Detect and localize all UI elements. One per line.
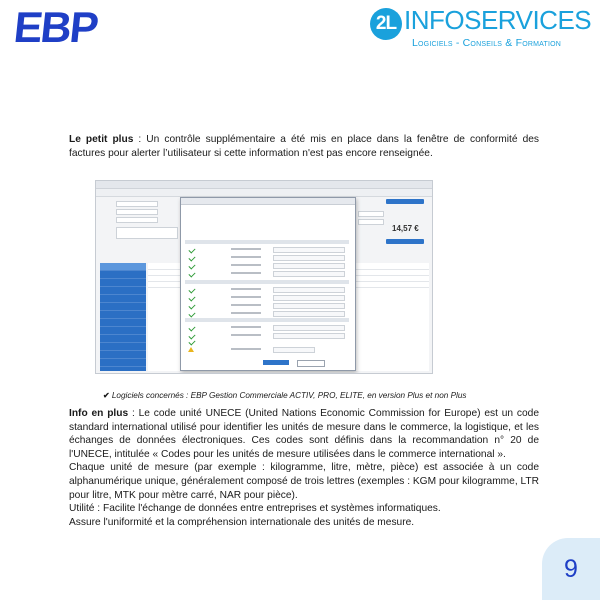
dialog-section bbox=[185, 318, 349, 322]
paragraph-line: Assure l'uniformité et la compréhension internationale des unités de mesure. bbox=[69, 516, 415, 528]
screenshot-field bbox=[358, 219, 384, 225]
brand-tagline: Logiciels - Conseils & Formation bbox=[412, 37, 562, 49]
dialog-label bbox=[231, 326, 261, 328]
menu-row bbox=[100, 295, 146, 303]
check-icon bbox=[188, 310, 195, 317]
screenshot-field bbox=[116, 209, 158, 215]
checkmark-icon: ✔ bbox=[103, 391, 110, 400]
dialog-input bbox=[273, 295, 345, 301]
screenshot-toolbar bbox=[96, 189, 432, 197]
menu-row bbox=[100, 343, 146, 351]
dialog-label bbox=[231, 256, 261, 258]
dialog-input bbox=[273, 325, 345, 331]
page-number: 9 bbox=[542, 538, 600, 600]
menu-row bbox=[100, 319, 146, 327]
screenshot-left-menu bbox=[100, 263, 146, 371]
paragraph-info-plus bbox=[69, 407, 539, 529]
dialog-section bbox=[185, 280, 349, 284]
check-icon bbox=[188, 338, 195, 345]
2l-infoservices-logo bbox=[370, 6, 590, 56]
paragraph-lead: Le petit plus bbox=[69, 134, 134, 145]
software-screenshot bbox=[95, 180, 433, 374]
software-caption bbox=[103, 390, 467, 400]
screenshot-field bbox=[116, 201, 158, 207]
screenshot-field bbox=[116, 217, 158, 223]
screenshot-menubar bbox=[96, 181, 432, 189]
dialog-label bbox=[231, 248, 261, 250]
menu-row bbox=[100, 359, 146, 367]
paragraph-line: Chaque unité de mesure (par exemple : kilogramme, litre, mètre, pièce) est associée à un code alphanumérique unique, généralement composé de trois lettres (exemples : KGM pour kilogramme, LTR pour litre, MTK pour mètre carré, NAR pour pièce). bbox=[69, 462, 539, 501]
paragraph-body: : Le code unité UNECE (United Nations Economic Commission for Europe) est un code standard international utilisé pour identifier les unités de mesure dans le commerce, la logistique, et les échanges de données électroniques. Ces codes sont définis dans la recommandation n° 20 de l'UNECE, intitulée « Codes pour les unités de mesure utilisées dans le commerce international ». bbox=[69, 408, 539, 460]
menu-row bbox=[100, 279, 146, 287]
menu-row bbox=[100, 327, 146, 335]
check-icon bbox=[188, 246, 195, 253]
warning-icon bbox=[188, 347, 194, 352]
dialog-label bbox=[231, 272, 261, 274]
menu-row bbox=[100, 263, 146, 271]
dialog-label bbox=[231, 264, 261, 266]
check-icon bbox=[188, 262, 195, 269]
check-icon bbox=[188, 294, 195, 301]
check-icon bbox=[188, 302, 195, 309]
dialog-input bbox=[273, 263, 345, 269]
dialog-label bbox=[231, 312, 261, 314]
menu-row bbox=[100, 351, 146, 359]
dialog-input bbox=[273, 255, 345, 261]
paragraph-line bbox=[69, 407, 539, 461]
paragraph-line: Utilité : Facilite l'échange de données entre entreprises et systèmes informatiques. bbox=[69, 503, 441, 515]
brand-name: INFOSERVICES bbox=[404, 5, 592, 35]
menu-row bbox=[100, 271, 146, 279]
dialog-input bbox=[273, 287, 345, 293]
menu-row bbox=[100, 335, 146, 343]
menu-row bbox=[100, 311, 146, 319]
dialog-input bbox=[273, 271, 345, 277]
dialog-header bbox=[181, 198, 355, 205]
dialog-input bbox=[273, 347, 315, 353]
dialog-section bbox=[185, 240, 349, 244]
2l-badge: 2L bbox=[370, 8, 402, 40]
dialog-input bbox=[273, 247, 345, 253]
ebp-logo: EBP bbox=[11, 4, 99, 52]
dialog-label bbox=[231, 288, 261, 290]
dialog-label bbox=[231, 334, 261, 336]
screenshot-total-amount: 14,57 € bbox=[392, 224, 419, 233]
dialog-input bbox=[273, 333, 345, 339]
caption-text: Logiciels concernés : EBP Gestion Commerciale ACTIV, PRO, ELITE, en version Plus et non Plus bbox=[111, 391, 467, 400]
check-icon bbox=[188, 286, 195, 293]
screenshot-blue-button bbox=[386, 199, 424, 204]
screenshot-field bbox=[116, 227, 178, 239]
dialog-label bbox=[231, 296, 261, 298]
dialog-label bbox=[231, 304, 261, 306]
dialog-cancel-button bbox=[297, 360, 325, 367]
check-icon bbox=[188, 324, 195, 331]
dialog-label bbox=[231, 348, 261, 350]
dialog-validate-button bbox=[263, 360, 289, 365]
dialog-input bbox=[273, 311, 345, 317]
screenshot-compliance-dialog bbox=[180, 197, 356, 371]
screenshot-field bbox=[358, 211, 384, 217]
paragraph-lead: Info en plus bbox=[69, 408, 129, 419]
check-icon bbox=[188, 254, 195, 261]
dialog-input bbox=[273, 303, 345, 309]
menu-row bbox=[100, 303, 146, 311]
paragraph-body: : Un contrôle supplémentaire a été mis en place dans la fenêtre de conformité des factures pour alerter l’utilisateur si cette information n'est pas encore renseignée. bbox=[69, 134, 540, 159]
screenshot-blue-button bbox=[386, 239, 424, 244]
check-icon bbox=[188, 270, 195, 277]
paragraph-petit-plus bbox=[69, 133, 539, 160]
menu-row bbox=[100, 287, 146, 295]
